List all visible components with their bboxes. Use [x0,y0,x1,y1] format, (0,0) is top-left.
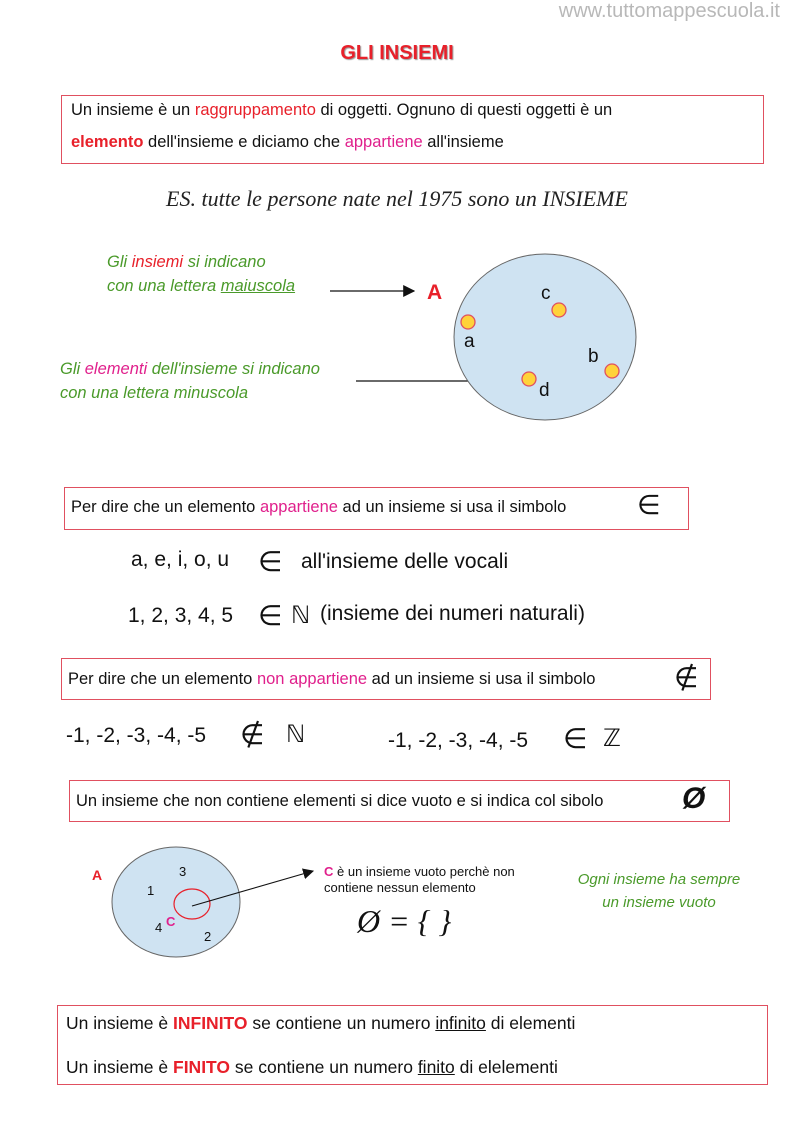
not-belongs-rule [68,670,595,689]
not-belongs-symbol: ∉ [674,662,699,693]
empty-set-note [324,864,515,896]
set-label-a: A [427,281,443,304]
def-keyword: finito [417,1057,455,1077]
naturals-set-text: (insieme dei numeri naturali) [320,602,585,625]
page-title: GLI INSIEMI [340,42,454,64]
finite-definition [66,1057,558,1078]
definition-keyword: raggruppamento [194,101,316,119]
negatives-list-1: -1, -2, -3, -4, -5 [66,724,207,747]
vowels-list: a, e, i, o, u [131,548,230,571]
integers-set-symbol: ℤ [603,726,621,752]
definition-text: all'insieme [422,133,504,151]
def-text: di elementi [485,1013,576,1033]
rule-text: Per dire che un elemento [71,498,260,516]
not-belongs-symbol-1: ∉ [240,719,265,750]
rule-keyword: appartiene [259,498,338,516]
belongs-box [64,487,689,530]
empty-set-symbol: Ø [682,782,706,815]
element-dot-b [605,364,619,378]
naturals-set-symbol-2: ℕ [286,722,306,748]
definition-text: di oggetti. Ognuno di questi oggetti è un [315,101,613,119]
belongs-symbol-2: ∈ [258,600,283,631]
note-keyword: elementi [84,360,148,378]
number-4: 4 [155,920,163,935]
watermark: www.tuttomappescuola.it [558,0,780,22]
definition-line-1 [71,101,612,120]
definition-text: dell'insieme e diciamo che [143,133,345,151]
belongs-rule [71,498,566,517]
def-text: Un insieme è [66,1013,173,1033]
def-keyword: infinito [435,1013,486,1033]
note-text: Gli [107,253,132,271]
def-keyword: FINITO [173,1057,231,1077]
belongs-symbol: ∈ [637,490,661,520]
note-text: si indicano [183,253,266,271]
note-keyword: maiuscola [220,277,296,295]
def-text: se contiene un numero [230,1057,418,1077]
belongs-symbol-3: ∈ [563,723,588,754]
element-label-c: c [541,283,551,304]
set-a-ellipse-2 [112,847,240,957]
definition-text: Un insieme è un [71,101,195,119]
element-dot-d [522,372,536,386]
belongs-symbol-1: ∈ [258,546,283,577]
number-3: 3 [179,864,187,879]
finite-infinite-box [57,1005,768,1085]
naturals-set-symbol: ℕ [291,603,311,629]
note-text: Ogni insieme ha sempre [577,871,741,888]
rule-text: ad un insieme si usa il simbolo [367,670,596,688]
definition-keyword: appartiene [344,133,423,151]
example-text: ES. tutte le persone nate nel 1975 sono un INSIEME [166,186,628,211]
not-belongs-box [61,658,711,700]
definition-line-2 [71,133,504,152]
definition-box [61,95,764,164]
def-text: se contiene un numero [247,1013,436,1033]
empty-set-rule: Un insieme che non contiene elementi si dice vuoto e si indica col sibolo [76,792,604,810]
note-text: dell'insieme si indicano [147,360,320,378]
empty-set-side-note [559,868,759,914]
negatives-list-2: -1, -2, -3, -4, -5 [388,729,529,752]
note-keyword: C [324,864,334,879]
element-dot-c [552,303,566,317]
vowels-set-text: all'insieme delle vocali [301,550,509,573]
element-label-b: b [588,346,599,367]
note-text: Gli [60,360,85,378]
note-keyword: insiemi [131,253,184,271]
naturals-list: 1, 2, 3, 4, 5 [128,604,234,627]
infinite-definition [66,1013,575,1034]
note-text: con una lettera minuscola [60,384,249,402]
def-text: di elelementi [454,1057,558,1077]
rule-keyword: non appartiene [256,670,368,688]
def-text: Un insieme è [66,1057,173,1077]
empty-set-label-c: C [166,914,176,929]
set-label-a-2: A [92,867,103,883]
set-diagram-a [0,230,794,440]
element-label-a: a [464,331,475,352]
empty-set-box [69,780,730,822]
definition-keyword: elemento [71,133,144,151]
note-text: è un insieme vuoto perchè non [333,864,515,879]
number-1: 1 [147,883,155,898]
note-text: contiene nessun elemento [324,880,476,895]
element-dot-a [461,315,475,329]
empty-set-formula: Ø = { } [357,903,452,939]
rule-text: Per dire che un elemento [68,670,257,688]
number-2: 2 [204,929,212,944]
element-label-d: d [539,380,550,401]
note-text: un insieme vuoto [602,894,716,911]
def-keyword: INFINITO [173,1013,248,1033]
rule-text: ad un insieme si usa il simbolo [337,498,567,516]
note-text: con una lettera [107,277,221,295]
